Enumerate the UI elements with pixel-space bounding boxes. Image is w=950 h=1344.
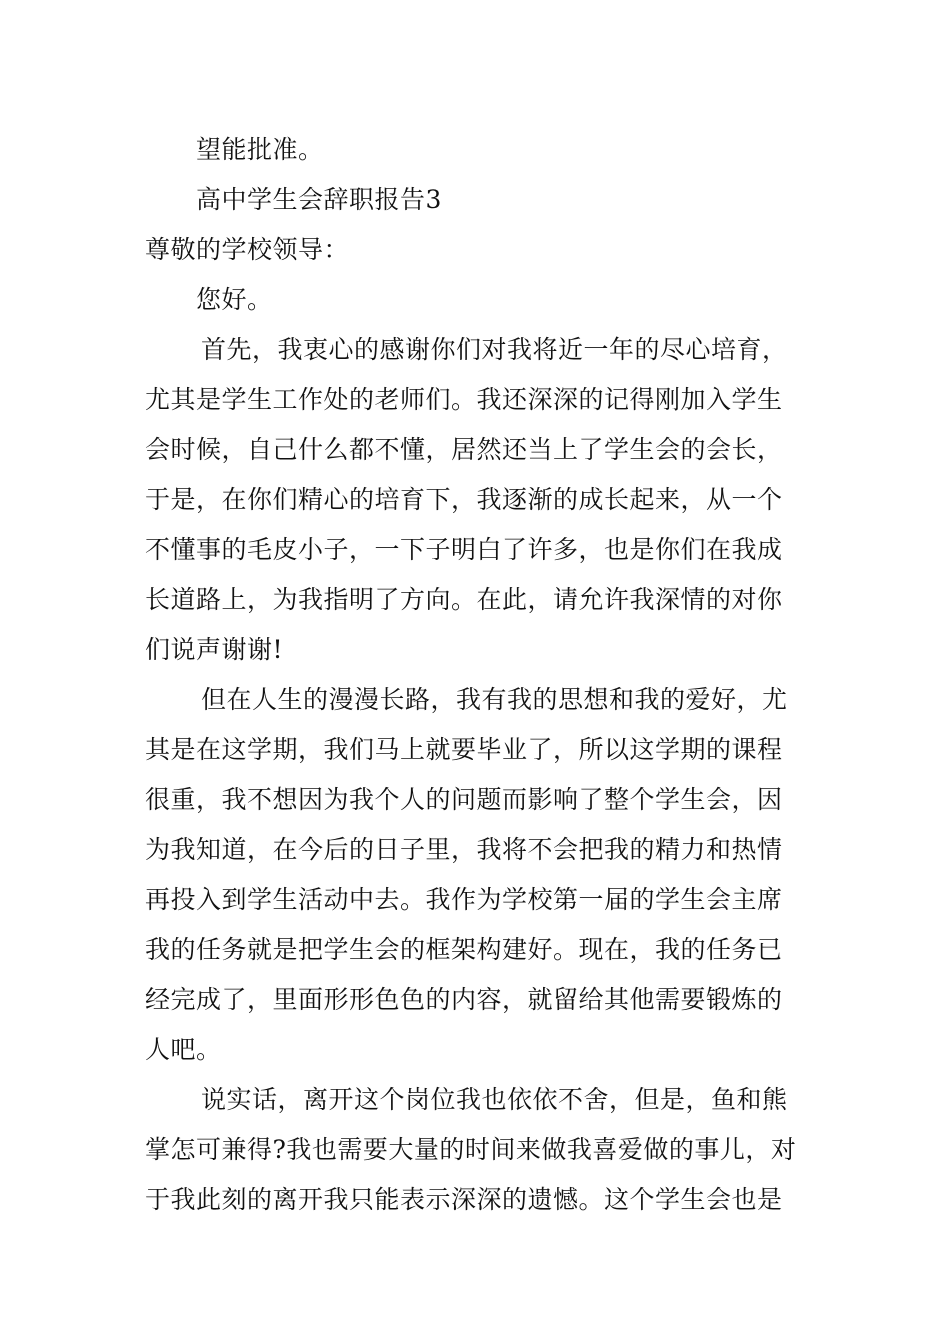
- text-line: 很重，我不想因为我个人的问题而影响了整个学生会，因: [145, 785, 783, 814]
- text-line: 们说声谢谢!: [145, 635, 284, 664]
- text-line: 不懂事的毛皮小子，一下子明白了许多，也是你们在我成: [145, 535, 783, 564]
- text-line: 望能批准。: [196, 135, 324, 164]
- text-line: 再投入到学生活动中去。我作为学校第一届的学生会主席: [145, 885, 783, 914]
- text-line: 长道路上，为我指明了方向。在此，请允许我深情的对你: [145, 585, 783, 614]
- text-line: 为我知道，在今后的日子里，我将不会把我的精力和热情: [145, 835, 783, 864]
- text-line: 经完成了，里面形形色色的内容，就留给其他需要锻炼的: [145, 985, 783, 1014]
- text-line: 我的任务就是把学生会的框架构建好。现在，我的任务已: [145, 935, 783, 964]
- text-line: 掌怎可兼得?我也需要大量的时间来做我喜爱做的事儿，对: [145, 1135, 797, 1164]
- text-line: 尤其是学生工作处的老师们。我还深深的记得刚加入学生: [145, 385, 783, 414]
- text-line: 于是，在你们精心的培育下，我逐渐的成长起来，从一个: [145, 485, 783, 514]
- text-line: 说实话，离开这个岗位我也依依不舍，但是，鱼和熊: [201, 1085, 788, 1114]
- text-line: 其是在这学期，我们马上就要毕业了，所以这学期的课程: [145, 735, 783, 764]
- text-line: 于我此刻的离开我只能表示深深的遗憾。这个学生会也是: [145, 1185, 783, 1214]
- text-line: 但在人生的漫漫长路，我有我的思想和我的爱好，尤: [201, 685, 788, 714]
- text-line: 首先，我衷心的感谢你们对我将近一年的尽心培育，: [201, 335, 788, 364]
- text-line: 人吧。: [145, 1035, 222, 1064]
- greeting: 您好。: [196, 285, 273, 314]
- section-title: 高中学生会辞职报告3: [196, 185, 442, 214]
- salutation: 尊敬的学校领导：: [145, 235, 350, 264]
- text-line: 会时候，自己什么都不懂，居然还当上了学生会的会长，: [145, 435, 783, 464]
